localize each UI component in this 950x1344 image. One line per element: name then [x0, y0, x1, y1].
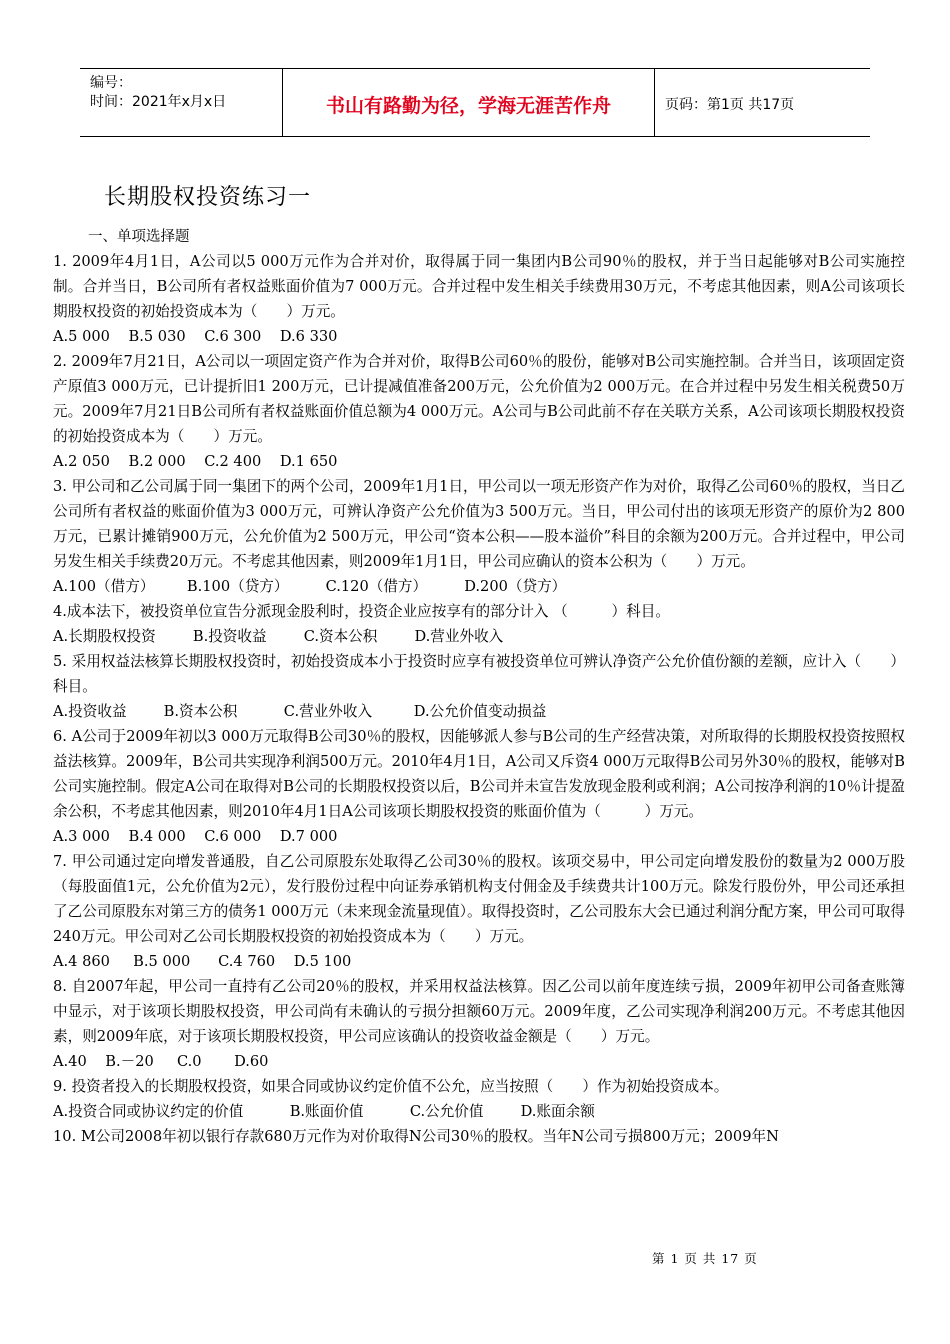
question-options: A.5 000 B.5 030 C.6 300 D.6 330: [53, 328, 338, 345]
header-motto: 书山有路勤为径，学海无涯苦作舟: [282, 69, 655, 136]
document-title: 长期股权投资练习一: [104, 185, 312, 210]
question-options: A.2 050 B.2 000 C.2 400 D.1 650: [53, 453, 338, 470]
serial-label: 编号：: [90, 75, 132, 91]
question-options: A.40 B.－20 C.0 D.60: [53, 1053, 269, 1070]
question-list: [53, 249, 905, 1149]
page-footer: 第 1 页 共 17 页: [652, 1251, 758, 1266]
header-page-info: 页码：第1页 共17页: [665, 96, 795, 113]
question-options: A.投资合同或协议约定的价值 B.账面价值 C.公允价值 D.账面余额: [53, 1103, 595, 1120]
question-text: 4.成本法下，被投资单位宣告分派现金股利时，投资企业应按享有的部分计入 （ ）科目。: [53, 603, 670, 620]
date-line: 时间：2021年x月x日: [90, 94, 227, 110]
section-heading: 一、单项选择题: [88, 229, 190, 245]
question-text: 3. 甲公司和乙公司属于同一集团下的两个公司，2009年1月1日，甲公司以一项无形资产作为对价，取得乙公司60％的股权，当日乙公司所有者权益的账面价值为3 000万元，可辨认净资产公允价值为3 500万元。当日，甲公司付出的该项无形资产的原价为2 800万元，已累计摊销900万元，公允价值为2 500万元，甲公司“资本公积——股本溢价”科目的余额为200万元。合并过程中，甲公司另发生相关手续费20万元。不考虑其他因素，则2009年1月1日，甲公司应确认的资本公积为（ ）万元。: [53, 478, 905, 570]
question-text: 8. 自2007年起，甲公司一直持有乙公司20％的股权，并采用权益法核算。因乙公司以前年度连续亏损，2009年初甲公司备查账簿中显示，对于该项长期股权投资，甲公司尚有未确认的亏损分担额60万元。2009年度，乙公司实现净利润200万元。不考虑其他因素，则2009年底，对于该项长期股权投资，甲公司应该确认的投资收益金额是（ ）万元。: [53, 978, 905, 1045]
question-text: 10. M公司2008年初以银行存款680万元作为对价取得N公司30％的股权。当年N公司亏损800万元；2009年N: [53, 1128, 779, 1145]
question-options: A.长期股权投资 B.投资收益 C.资本公积 D.营业外收入: [53, 628, 504, 645]
page-header-table: [80, 68, 870, 137]
question-text: 6. A公司于2009年初以3 000万元取得B公司30％的股权，因能够派人参与B公司的生产经营决策，对所取得的长期股权投资按照权益法核算。2009年，B公司共实现净利润500万元。2010年4月1日，A公司又斥资4 000万元取得B公司另外30％的股权，能够对B公司实施控制。假定A公司在取得对B公司的长期股权投资以后，B公司并未宣告发放现金股利或利润；A公司按净利润的10％计提盈余公积，不考虑其他因素，则2010年4月1日A公司该项长期股权投资的账面价值为（ ）万元。: [53, 728, 905, 820]
question-options: A.100（借方） B.100（贷方） C.120（借方） D.200（贷方）: [53, 578, 567, 595]
question-options: A.投资收益 B.资本公积 C.营业外收入 D.公允价值变动损益: [53, 703, 547, 720]
question-options: A.3 000 B.4 000 C.6 000 D.7 000: [53, 828, 338, 845]
header-meta-cell: [80, 69, 282, 136]
question-text: 7. 甲公司通过定向增发普通股，自乙公司原股东处取得乙公司30％的股权。该项交易中，甲公司定向增发股份的数量为2 000万股（每股面值1元，公允价值为2元），发行股份过程中向证券承销机构支付佣金及手续费共计100万元。除发行股份外，甲公司还承担了乙公司原股东对第三方的债务1 000万元（未来现金流量现值）。取得投资时，乙公司股东大会已通过利润分配方案，甲公司可取得240万元。甲公司对乙公司长期股权投资的初始投资成本为（ ）万元。: [53, 853, 905, 945]
question-text: 2. 2009年7月21日，A公司以一项固定资产作为合并对价，取得B公司60％的股份，能够对B公司实施控制。合并当日，该项固定资产原值3 000万元，已计提折旧1 200万元，已计提减值准备200万元，公允价值为2 000万元。在合并过程中另发生相关税费50万元。2009年7月21日B公司所有者权益账面价值总额为4 000万元。A公司与B公司此前不存在关联方关系，A公司该项长期股权投资的初始投资成本为（ ）万元。: [53, 353, 905, 445]
question-options: A.4 860 B.5 000 C.4 760 D.5 100: [53, 953, 352, 970]
question-text: 1. 2009年4月1日，A公司以5 000万元作为合并对价，取得属于同一集团内B公司90％的股权，并于当日起能够对B公司实施控制。合并当日，B公司所有者权益账面价值为7 000万元。合并过程中发生相关手续费用30万元，不考虑其他因素，则A公司该项长期股权投资的初始投资成本为（ ）万元。: [53, 253, 905, 320]
question-text: 5. 采用权益法核算长期股权投资时，初始投资成本小于投资时应享有被投资单位可辨认净资产公允价值份额的差额，应计入（ ）科目。: [53, 653, 905, 695]
question-text: 9. 投资者投入的长期股权投资，如果合同或协议约定价值不公允，应当按照（ ）作为初始投资成本。: [53, 1078, 729, 1095]
